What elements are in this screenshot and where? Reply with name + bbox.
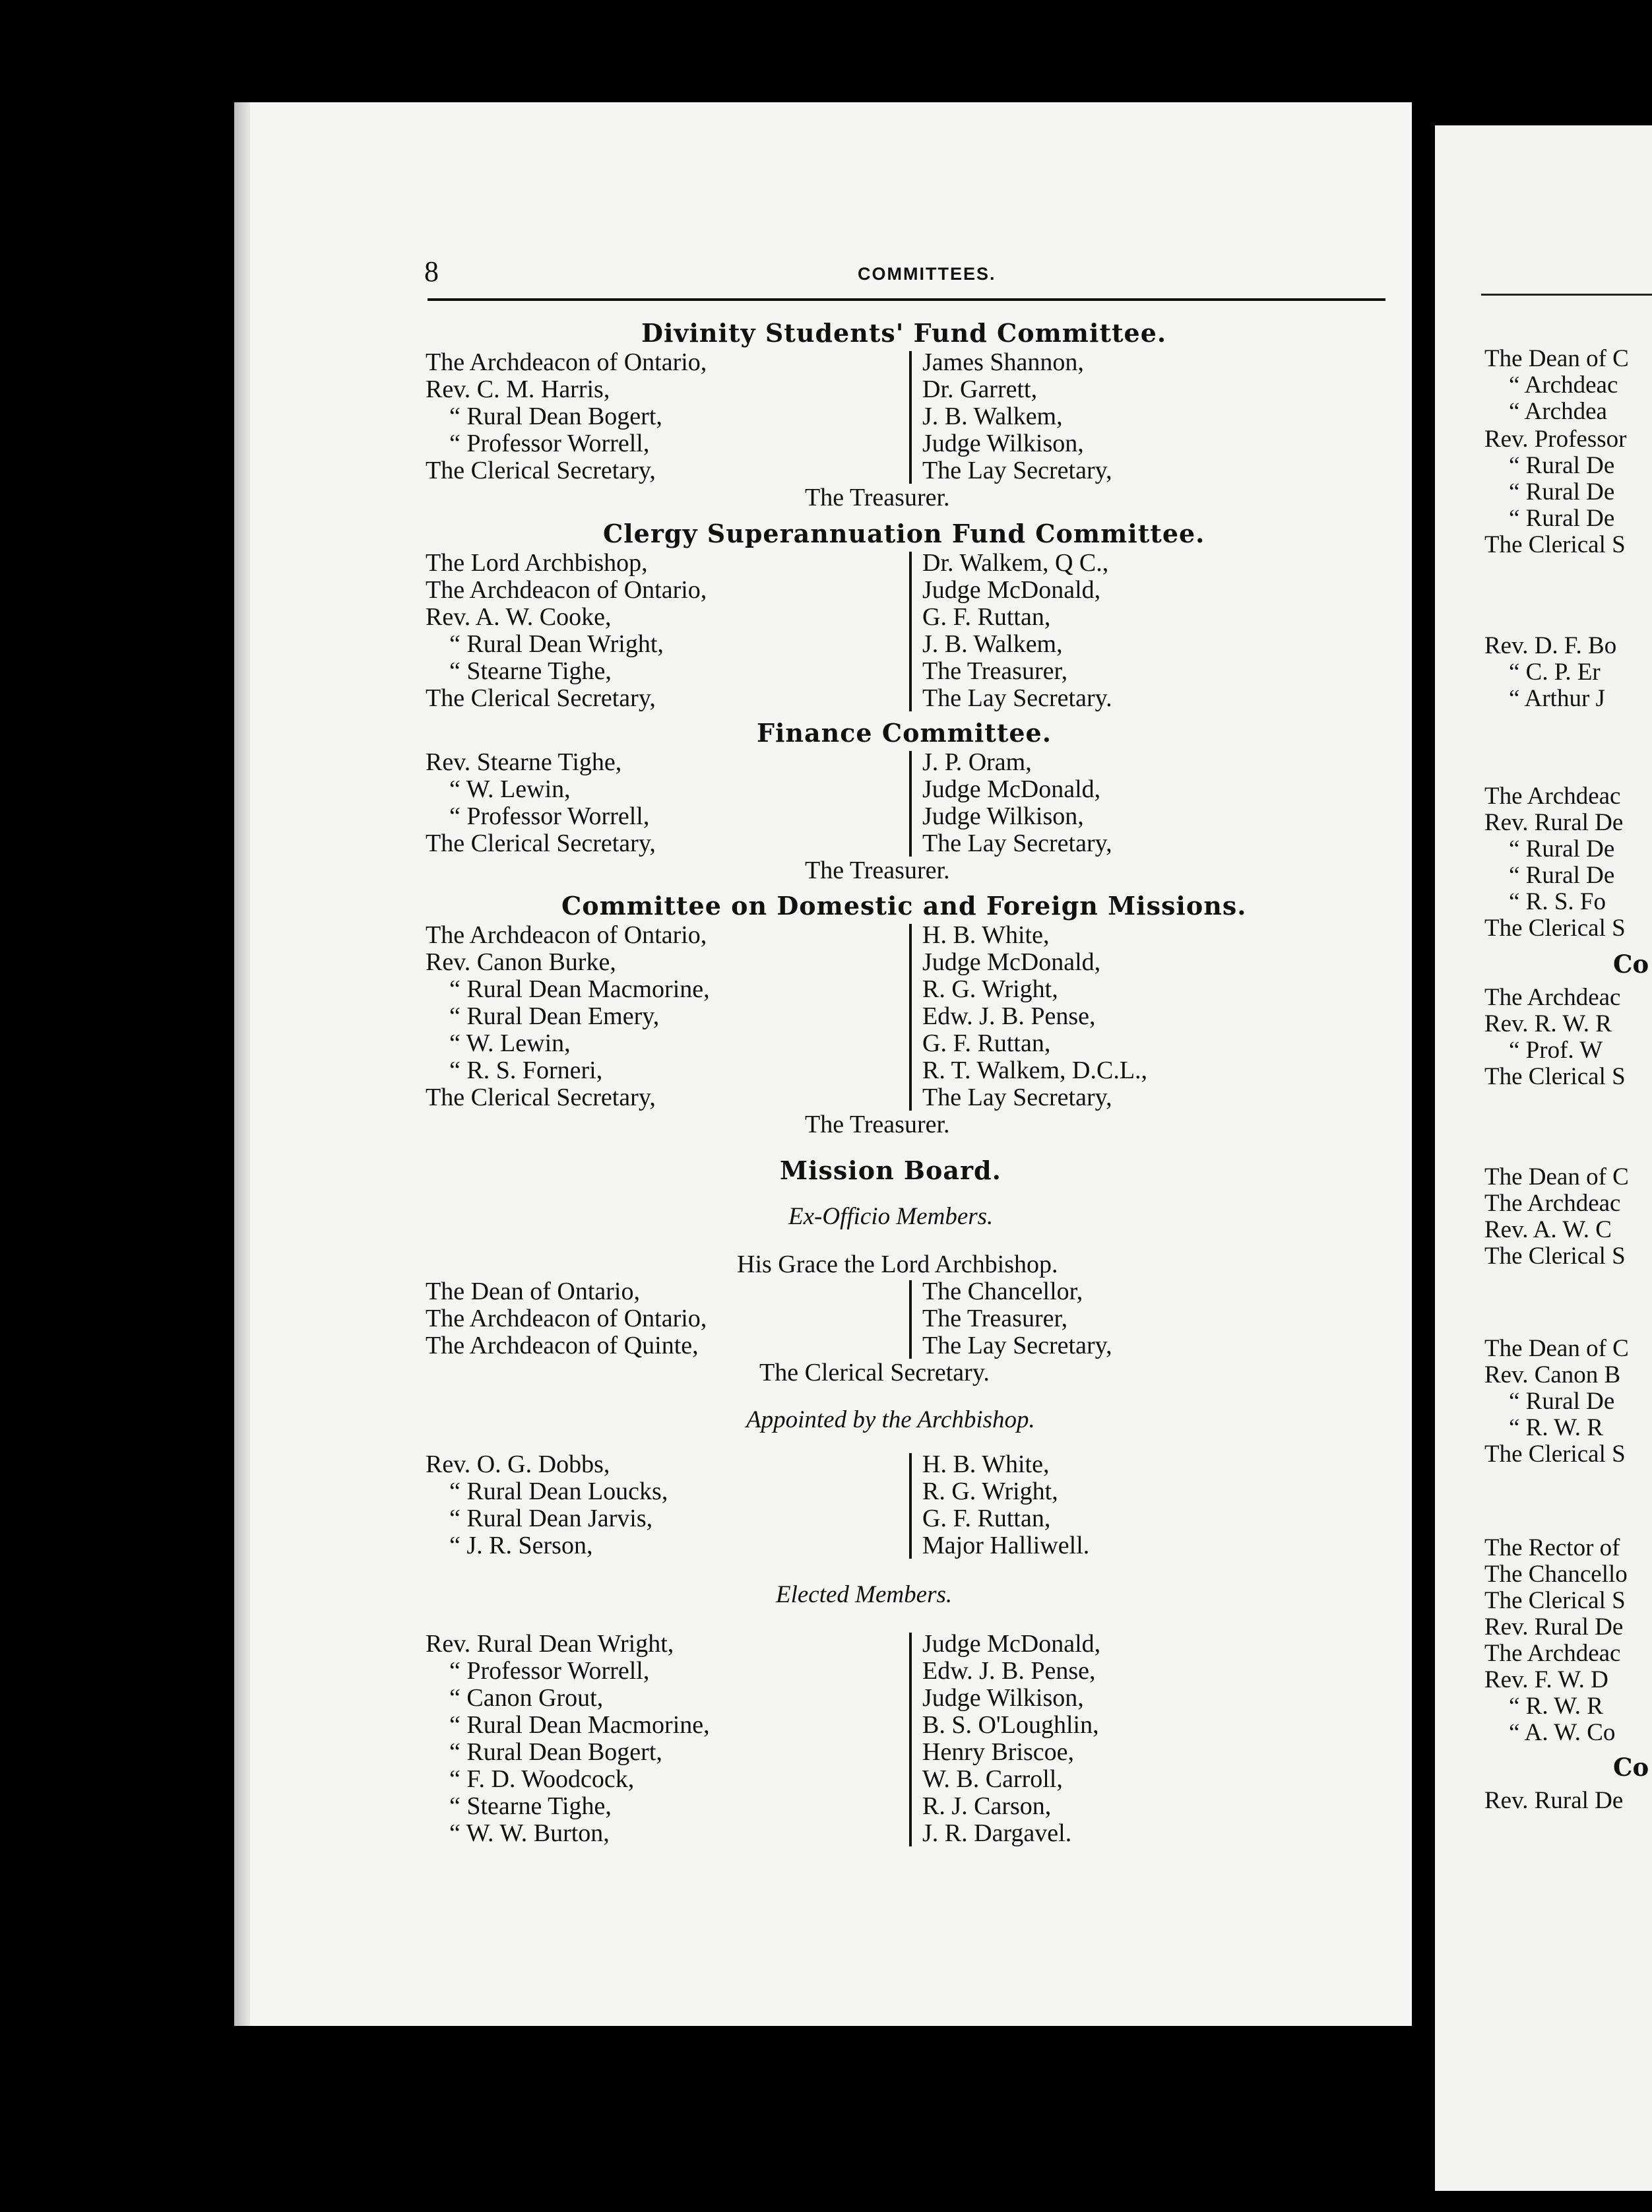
section-3-left-line: “ R. S. Forneri, — [449, 1057, 603, 1084]
facing-page-line: The Clerical S — [1484, 1063, 1626, 1090]
section-title: Divinity Students' Fund Committee. — [641, 318, 1167, 348]
section-3-left-line: The Clerical Secretary, — [426, 1084, 656, 1111]
section-footer: The Treasurer. — [805, 857, 950, 884]
ex-officio-left-line: The Dean of Ontario, — [426, 1278, 640, 1305]
facing-page-line: The Dean of C — [1484, 345, 1629, 372]
facing-page-line: The Rector of — [1484, 1534, 1620, 1561]
section-1-right-line: J. B. Walkem, — [922, 630, 1063, 658]
facing-page-line: Rev. Professor — [1484, 426, 1627, 453]
section-0-left-line: “ Professor Worrell, — [449, 430, 650, 457]
facing-page-line: “ Archdeac — [1509, 372, 1618, 399]
section-2-right-line: Judge McDonald, — [922, 775, 1101, 803]
facing-page-line: The Clerical S — [1484, 1587, 1626, 1614]
section-1-right-line: The Lay Secretary. — [922, 684, 1112, 712]
ex-officio-intro: His Grace the Lord Archbishop. — [737, 1251, 1058, 1278]
facing-page-line: The Dean of C — [1484, 1163, 1629, 1190]
section-1-left-line: Rev. A. W. Cooke, — [426, 603, 612, 631]
elected-left-line: “ Professor Worrell, — [449, 1657, 650, 1685]
facing-page-line: “ C. P. Er — [1509, 659, 1601, 686]
section-0-right-line: Dr. Garrett, — [922, 375, 1038, 403]
facing-page-rule — [1481, 294, 1652, 296]
section-3-right-line: H. B. White, — [922, 921, 1050, 949]
ex-officio-right-line: The Treasurer, — [922, 1305, 1068, 1332]
elected-heading: Elected Members. — [776, 1581, 953, 1608]
facing-page-line: Rev. Rural De — [1484, 1613, 1624, 1641]
facing-page-line: Rev. A. W. C — [1484, 1216, 1612, 1243]
ex-officio-footer: The Clerical Secretary. — [759, 1359, 990, 1386]
facing-page-line: “ R. S. Fo — [1509, 888, 1606, 915]
elected-right-line: Judge Wilkison, — [922, 1684, 1084, 1712]
section-title: Finance Committee. — [757, 718, 1052, 748]
facing-page — [1435, 125, 1652, 2191]
facing-page-line: “ A. W. Co — [1509, 1719, 1616, 1746]
facing-page-line: “ R. W. R — [1509, 1693, 1603, 1720]
section-1-right-line: G. F. Ruttan, — [922, 603, 1051, 631]
facing-page-line: “ Rural De — [1509, 835, 1615, 862]
section-2-left-line: “ Professor Worrell, — [449, 802, 650, 830]
section-2-column-divider — [909, 751, 912, 857]
facing-page-line: The Archdeac — [1484, 984, 1621, 1011]
section-3-left-line: “ Rural Dean Macmorine, — [449, 975, 710, 1003]
facing-page-line: “ Archdea — [1509, 398, 1607, 425]
section-footer: The Treasurer. — [805, 1111, 950, 1138]
section-0-left-line: The Clerical Secretary, — [426, 457, 656, 484]
section-3-right-line: R. G. Wright, — [922, 975, 1058, 1003]
facing-page-heading: Co — [1613, 1753, 1649, 1782]
elected-left-line: Rev. Rural Dean Wright, — [426, 1630, 674, 1658]
section-1-column-divider — [909, 552, 912, 711]
section-footer: The Treasurer. — [805, 484, 950, 511]
facing-page-line: “ Rural De — [1509, 452, 1615, 479]
section-1-right-line: Judge McDonald, — [922, 576, 1101, 604]
facing-page-line: “ Rural De — [1509, 505, 1615, 532]
page-number: 8 — [424, 255, 439, 288]
facing-page-line: Rev. R. W. R — [1484, 1010, 1612, 1037]
elected-left-line: “ Stearne Tighe, — [449, 1792, 612, 1820]
mission-board-title: Mission Board. — [780, 1155, 1001, 1185]
elected-right-line: Henry Briscoe, — [922, 1738, 1075, 1766]
ex-officio-right-line: The Lay Secretary, — [922, 1332, 1112, 1359]
facing-page-line: The Clerical S — [1484, 1441, 1626, 1468]
ex-officio-left-line: The Archdeacon of Ontario, — [426, 1305, 707, 1332]
section-3-column-divider — [909, 924, 912, 1111]
section-1-left-line: The Archdeacon of Ontario, — [426, 576, 707, 604]
elected-right-line: W. B. Carroll, — [922, 1765, 1063, 1793]
facing-page-line: The Clerical S — [1484, 1243, 1626, 1270]
ex-officio-right-line: The Chancellor, — [922, 1278, 1083, 1305]
appointed-left-line: Rev. O. G. Dobbs, — [426, 1450, 610, 1478]
facing-page-line: The Clerical S — [1484, 531, 1626, 558]
page-binding-edge — [234, 102, 250, 2026]
section-3-left-line: “ Rural Dean Emery, — [449, 1002, 660, 1030]
section-2-left-line: The Clerical Secretary, — [426, 830, 656, 857]
appointed-right-line: G. F. Ruttan, — [922, 1505, 1051, 1532]
section-title: Committee on Domestic and Foreign Missions. — [561, 891, 1247, 921]
section-1-right-line: The Treasurer, — [922, 657, 1068, 685]
elected-right-line: Judge McDonald, — [922, 1630, 1101, 1658]
elected-left-line: “ Rural Dean Bogert, — [449, 1738, 662, 1766]
facing-page-line: Rev. F. W. D — [1484, 1666, 1608, 1693]
section-3-right-line: Edw. J. B. Pense, — [922, 1002, 1096, 1030]
facing-page-line: Rev. Rural De — [1484, 1787, 1624, 1814]
section-3-left-line: Rev. Canon Burke, — [426, 948, 616, 976]
section-0-left-line: “ Rural Dean Bogert, — [449, 403, 662, 430]
section-3-right-line: G. F. Ruttan, — [922, 1029, 1051, 1057]
appointed-left-line: “ J. R. Serson, — [449, 1532, 593, 1559]
section-1-left-line: “ Rural Dean Wright, — [449, 630, 664, 658]
appointed-left-line: “ Rural Dean Loucks, — [449, 1478, 668, 1505]
appointed-right-line: H. B. White, — [922, 1450, 1050, 1478]
section-2-left-line: Rev. Stearne Tighe, — [426, 748, 622, 776]
facing-page-line: “ Rural De — [1509, 478, 1615, 505]
elected-left-line: “ Rural Dean Macmorine, — [449, 1711, 710, 1739]
section-3-left-line: “ W. Lewin, — [449, 1029, 571, 1057]
facing-page-line: The Chancello — [1484, 1561, 1628, 1588]
appointed-heading: Appointed by the Archbishop. — [746, 1406, 1035, 1433]
elected-column-divider — [909, 1633, 912, 1846]
section-3-left-line: The Archdeacon of Ontario, — [426, 921, 707, 949]
facing-page-line: Rev. D. F. Bo — [1484, 632, 1617, 659]
section-2-right-line: J. P. Oram, — [922, 748, 1032, 776]
appointed-column-divider — [909, 1453, 912, 1559]
facing-page-line: Rev. Rural De — [1484, 809, 1624, 836]
section-2-left-line: “ W. Lewin, — [449, 775, 571, 803]
section-1-left-line: “ Stearne Tighe, — [449, 657, 612, 685]
elected-right-line: B. S. O'Loughlin, — [922, 1711, 1099, 1739]
section-1-left-line: The Clerical Secretary, — [426, 684, 656, 712]
ex-officio-left-line: The Archdeacon of Quinte, — [426, 1332, 699, 1359]
section-1-right-line: Dr. Walkem, Q C., — [922, 549, 1109, 577]
section-0-left-line: The Archdeacon of Ontario, — [426, 348, 707, 376]
elected-left-line: “ Canon Grout, — [449, 1684, 604, 1712]
section-3-right-line: The Lay Secretary, — [922, 1084, 1112, 1111]
section-title: Clergy Superannuation Fund Committee. — [603, 519, 1205, 548]
document-page — [234, 102, 1412, 2026]
elected-right-line: Edw. J. B. Pense, — [922, 1657, 1096, 1685]
appointed-right-line: R. G. Wright, — [922, 1478, 1058, 1505]
section-3-right-line: R. T. Walkem, D.C.L., — [922, 1057, 1148, 1084]
facing-page-line: “ R. W. R — [1509, 1414, 1603, 1441]
ex-officio-column-divider — [909, 1280, 912, 1359]
appointed-right-line: Major Halliwell. — [922, 1532, 1090, 1559]
facing-page-heading: Co — [1613, 950, 1649, 979]
facing-page-line: “ Rural De — [1509, 1388, 1615, 1415]
section-0-right-line: The Lay Secretary, — [922, 457, 1112, 484]
header-rule — [428, 298, 1385, 301]
running-head: COMMITTEES. — [858, 264, 996, 284]
facing-page-line: The Dean of C — [1484, 1335, 1629, 1362]
facing-page-line: The Archdeac — [1484, 1640, 1621, 1667]
section-0-right-line: Judge Wilkison, — [922, 430, 1084, 457]
section-0-right-line: J. B. Walkem, — [922, 403, 1063, 430]
facing-page-line: “ Rural De — [1509, 862, 1615, 889]
section-1-left-line: The Lord Archbishop, — [426, 549, 648, 577]
elected-left-line: “ F. D. Woodcock, — [449, 1765, 635, 1793]
elected-right-line: J. R. Dargavel. — [922, 1819, 1072, 1847]
section-3-right-line: Judge McDonald, — [922, 948, 1101, 976]
facing-page-line: “ Prof. W — [1509, 1037, 1603, 1064]
elected-right-line: R. J. Carson, — [922, 1792, 1052, 1820]
facing-page-line: The Archdeac — [1484, 1190, 1621, 1217]
facing-page-line: The Archdeac — [1484, 783, 1621, 810]
section-0-left-line: Rev. C. M. Harris, — [426, 375, 610, 403]
section-2-right-line: Judge Wilkison, — [922, 802, 1084, 830]
facing-page-line: “ Arthur J — [1509, 685, 1605, 712]
elected-left-line: “ W. W. Burton, — [449, 1819, 610, 1847]
section-0-right-line: James Shannon, — [922, 348, 1084, 376]
section-0-column-divider — [909, 351, 912, 484]
ex-officio-heading: Ex-Officio Members. — [788, 1203, 994, 1230]
appointed-left-line: “ Rural Dean Jarvis, — [449, 1505, 653, 1532]
section-2-right-line: The Lay Secretary, — [922, 830, 1112, 857]
facing-page-line: Rev. Canon B — [1484, 1361, 1621, 1388]
facing-page-line: The Clerical S — [1484, 915, 1626, 942]
